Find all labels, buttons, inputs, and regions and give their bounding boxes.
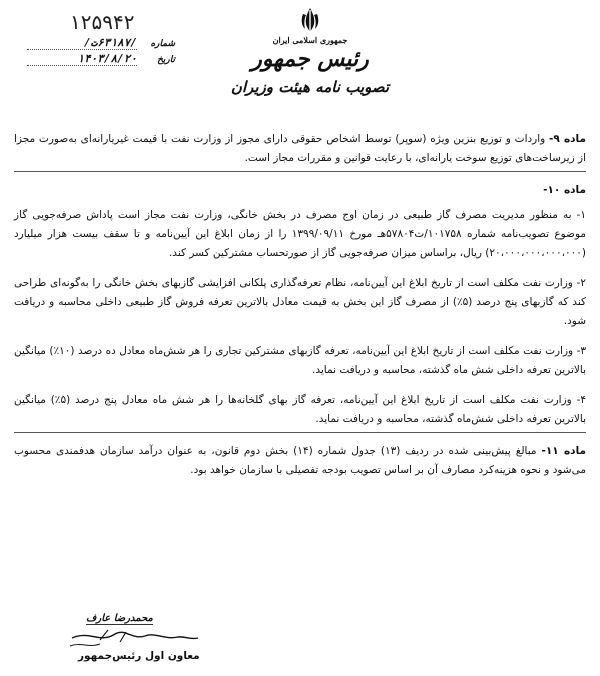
number-label: شماره: [150, 39, 175, 49]
divider: [14, 432, 586, 433]
divider: [14, 171, 586, 172]
article-9-title: ماده ۹-: [549, 133, 587, 145]
article-10-item-4: ۴- وزارت نفت مکلف است از تاریخ ابلاغ این آیین‌نامه، تعرفه گاز بهای گلخانه‌ها را هر شش ماه معادل پنج درصد (۵٪) میانگین بالاترین تعرفه داخلی شش‌ماه گذشته، محاسبه و دریافت نماید.: [14, 394, 587, 425]
letterhead: [215, 6, 405, 96]
letter-meta: [10, 10, 175, 66]
article-11-title: ماده ۱۱-: [541, 445, 587, 457]
cabinet-title: تصویب نامه هیئت وزیران: [230, 78, 390, 96]
article-10-title: ماده ۱۰-: [543, 184, 586, 196]
iran-emblem-icon: [297, 6, 323, 34]
signatory-title: معاون اول رئیس‌جمهور: [78, 650, 200, 662]
article-10-item-1: ۱- به منظور مدیریت مصرف گاز طبیعی در زمان اوج مصرف در بخش خانگی، وزارت نفت مجاز است پاداش صرفه‌جویی گاز موضوع تصویب‌نامه شماره ۱۰۱۷۵۸/ت۵۷۸۰۴هـ مورخ ۱۳۹۹/۰۹/۱۱ را از زمان ابلاغ این آیین‌نامه و تا سقف بیست هزار میلیارد (۲۰،۰۰۰،۰۰۰،۰۰۰،۰۰۰) ریال، براساس میزان صرفه‌جویی گاز از صورتحساب مشترکین کسر کند.: [14, 209, 587, 259]
republic-label: جمهوری اسلامی ایران: [272, 35, 348, 45]
date-row: [10, 52, 175, 66]
date-value: ۱۴۰۳/۸/۲۰: [27, 52, 137, 66]
article-9-text: واردات و توزیع بنزین ویژه (سوپر) توسط اشخاص حقوقی دارای مجوز از وزارت نفت با قیمت غیریارانه‌ای به‌صورت مجزا از زیرساخت‌های توزیع سوخت یارانه‌ای، با رعایت قوانین و مقررات مجاز است.: [14, 133, 586, 164]
article-11-text: مبالغ پیش‌بینی شده در ردیف (۱۳) جدول شماره (۱۴) بخش دوم قانون، به عنوان درآمد سازمان هدفمندی محسوب می‌شود و نحوه هزینه‌کرد مصارف آن بر اساس تصویب بودجه تفصیلی با سازمان خواهد بود.: [14, 445, 586, 476]
document-body: [14, 130, 586, 491]
article-10-item-3: ۳- وزارت نفت مکلف است از تاریخ ابلاغ این آیین‌نامه، تعرفه گازبهای مشترکین تجاری را هر شش‌ماه معادل ده درصد (۱۰٪) میانگین بالاترین تعرفه داخلی شش ماه گذشته، محاسبه و دریافت نماید.: [14, 345, 587, 376]
office-title: رئیس جمهور: [251, 46, 369, 72]
article-11: [14, 442, 586, 480]
article-9: [14, 130, 586, 168]
signature-block: [60, 610, 230, 670]
serial-number: ۱۲۵۹۴۲: [70, 10, 135, 34]
number-value: /۶۳۱۸۷ت/: [27, 36, 137, 50]
number-row: [10, 36, 175, 50]
signatory-name: محمدرضا عارف: [86, 613, 153, 624]
date-label: تاریخ: [157, 55, 175, 65]
article-10-item-2: ۲- وزارت نفت مکلف است از تاریخ ابلاغ این آیین‌نامه، نظام تعرفه‌گذاری پلکانی افزایشی گازبهای بخش خانگی را به‌گونه‌ای طراحی کند که گازبهای پنج درصد (۵٪) از مصرف گاز این بخش به قیمت معادل بالاترین تعرفه فروش گاز طبیعی داخلی محاسبه و دریافت شود.: [14, 277, 586, 327]
